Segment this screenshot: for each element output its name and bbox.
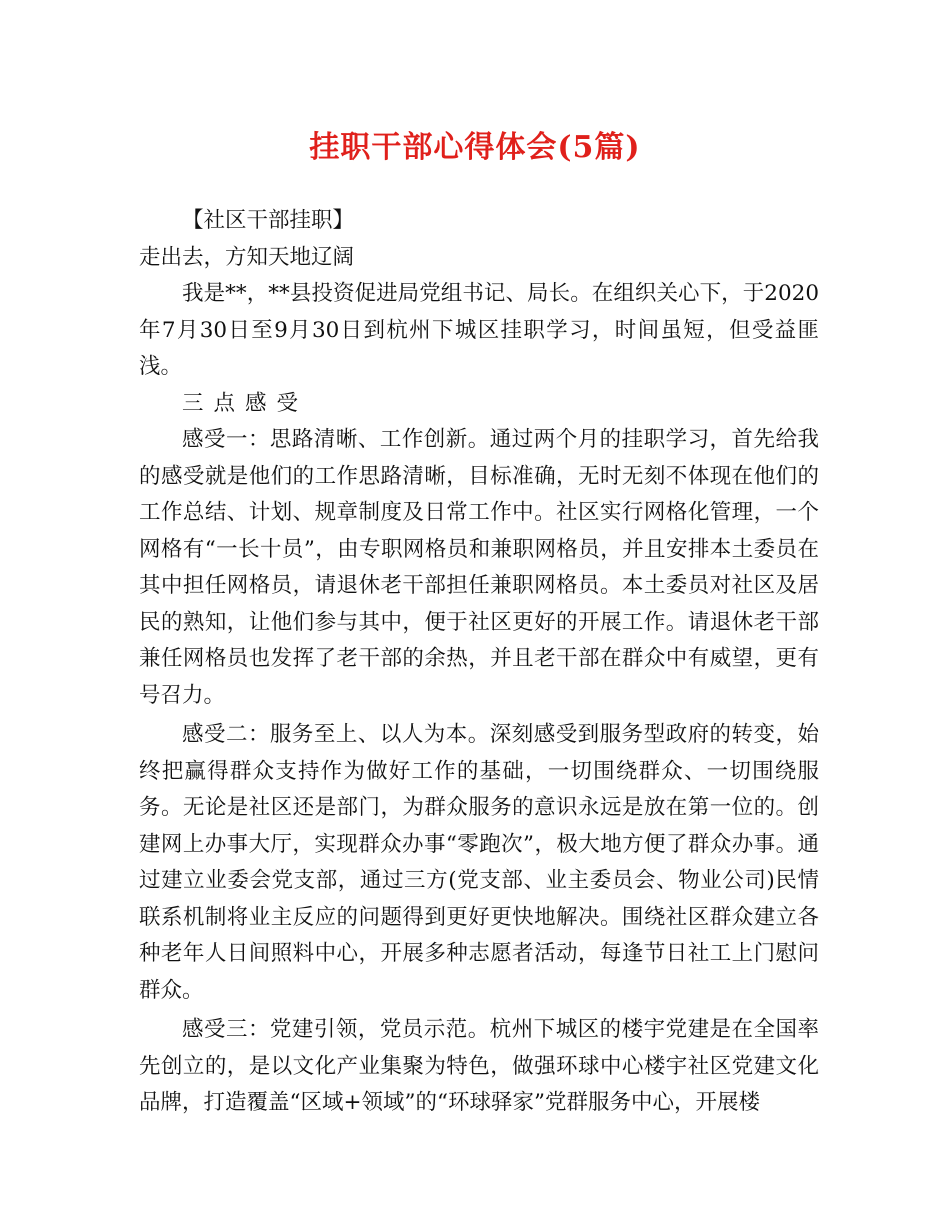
intro-paragraph: 我是**，**县投资促进局党组书记、局长。在组织关心下，于2020年7月30日至9月30日到杭州下城区挂职学习，时间虽短，但受益匪浅。 bbox=[139, 281, 819, 379]
section-heading: 【社区干部挂职】 bbox=[182, 208, 355, 233]
paragraph-feeling-two: 感受二：服务至上、以人为本。深刻感受到服务型政府的转变，始终把赢得群众支持作为做好工作的基础，一切围绕群众、一切围绕服务。无论是社区还是部门，为群众服务的意识永远是放在第一位的。创建网上办事大厅，实现群众办事“零跑次”，极大地方便了群众办事。通过建立业委会党支部，通过三方(党支部、业主委员会、物业公司)民情联系机制将业主反应的问题得到更好更快地解决。围绕社区群众建立各种老年人日间照料中心，开展多种志愿者活动，每逢节日社工上门慰问群众。 bbox=[139, 722, 819, 1003]
paragraph-feeling-one: 感受一：思路清晰、工作创新。通过两个月的挂职学习，首先给我的感受就是他们的工作思路清晰，目标准确，无时无刻不体现在他们的工作总结、计划、规章制度及日常工作中。社区实行网格化管理，一个网格有“一长十员”，由专职网格员和兼职网格员，并且安排本土委员在其中担任网格员，请退休老干部担任兼职网格员。本土委员对社区及居民的熟知，让他们参与其中，便于社区更好的开展工作。请退休老干部兼任网格员也发挥了老干部的余热，并且老干部在群众中有威望，更有号召力。 bbox=[139, 427, 819, 708]
paragraph-feeling-three: 感受三：党建引领，党员示范。杭州下城区的楼宇党建是在全国率先创立的，是以文化产业集聚为特色，做强环球中心楼宇社区党建文化品牌，打造覆盖“区域+领域”的“环球驿家”党群服务中心，开展楼 bbox=[139, 1017, 819, 1115]
document-title: 挂职干部心得体会(5篇) bbox=[309, 130, 641, 165]
subtitle: 走出去，方知天地辽阔 bbox=[139, 244, 355, 270]
document-body bbox=[139, 203, 819, 1122]
three-points-heading: 三点感受 bbox=[182, 390, 309, 416]
